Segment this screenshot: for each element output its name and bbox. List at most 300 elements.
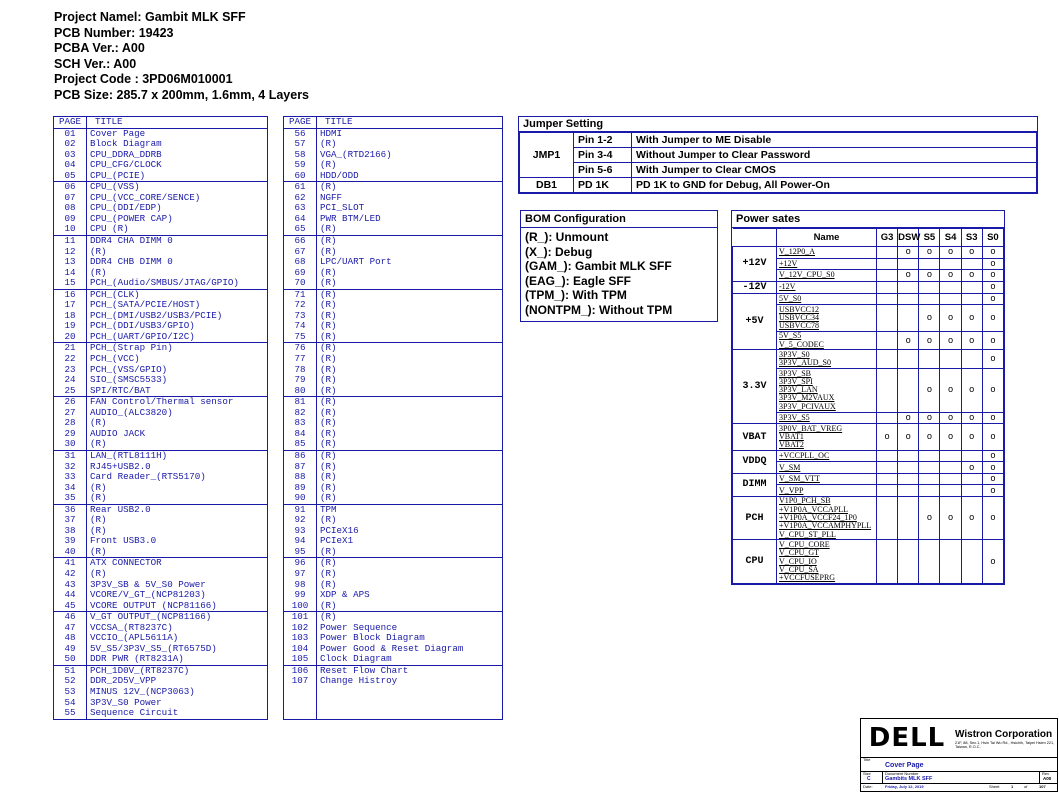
- index-row: [54, 203, 268, 214]
- index-page-number: 31: [54, 450, 87, 461]
- index-page-title: SIO_(SMSC5533): [90, 375, 168, 386]
- index-page-title: Card Reader_(RTS5170): [90, 472, 206, 483]
- page-index-table-left: [53, 116, 268, 720]
- index-row: [284, 547, 503, 558]
- power-signal-name: 3P3V_SB: [779, 368, 812, 378]
- index-page-number: 30: [54, 439, 87, 450]
- power-state-mark: [877, 496, 898, 540]
- company-name: Wistron Corporation: [955, 729, 1053, 740]
- index-row: [54, 708, 268, 719]
- pcb-size: PCB Size: 285.7 x 200mm, 1.6mm, 4 Layers: [54, 87, 310, 102]
- group-header-spacer: [733, 229, 777, 247]
- index-page-title: VCCSA_(RT8237C): [90, 622, 173, 633]
- power-signal-name: 3P3V_S5: [779, 412, 810, 422]
- power-state-mark: [919, 450, 940, 462]
- index-page-number: 29: [54, 429, 87, 440]
- index-page-title: (R): [317, 182, 503, 193]
- index-row: [54, 450, 268, 461]
- jumper-name: DB1: [520, 178, 574, 193]
- page-column-header: PAGE: [284, 117, 317, 129]
- index-page-number: 103: [284, 633, 317, 644]
- power-state-mark: [877, 473, 898, 485]
- index-page-number: 88: [284, 472, 317, 483]
- index-page-number: 67: [284, 247, 317, 258]
- power-state-mark: o: [982, 281, 1003, 293]
- index-row: [284, 450, 503, 461]
- power-state-mark: o: [982, 247, 1003, 259]
- power-state-mark: o: [961, 462, 982, 474]
- index-page-number: 65: [284, 224, 317, 235]
- index-page-number: 44: [54, 590, 87, 601]
- index-row: [54, 418, 268, 429]
- index-row: [54, 687, 268, 698]
- index-row: [54, 665, 268, 676]
- index-page-title: (R): [320, 139, 337, 150]
- power-signal-name: V_CPU_SA: [779, 564, 819, 574]
- index-row: [54, 654, 268, 665]
- power-state-mark: o: [961, 305, 982, 332]
- index-row: [54, 160, 268, 171]
- index-page-number: 60: [284, 171, 317, 182]
- index-page-number: 57: [284, 139, 317, 150]
- power-signal-name: -12V: [779, 281, 796, 291]
- power-state-mark: o: [898, 412, 919, 424]
- index-page-title: Power Block Diagram: [320, 633, 425, 644]
- power-signal-name: V_SM: [779, 462, 801, 472]
- power-state-mark: [961, 473, 982, 485]
- index-page-number: 106: [284, 665, 317, 676]
- power-signal-name: V_SM_VTT: [779, 474, 820, 484]
- index-page-number: 15: [54, 278, 87, 289]
- index-page-number: 93: [284, 526, 317, 537]
- power-signal-name: 5V_S5: [779, 331, 802, 341]
- index-row: [54, 247, 268, 258]
- power-state-mark: [919, 293, 940, 305]
- power-state-mark: [940, 450, 961, 462]
- index-row: [54, 515, 268, 526]
- index-row: [284, 612, 503, 623]
- jumper-setting-title: Jumper Setting: [519, 117, 1037, 132]
- index-page-title: DDR4 CHB DIMM 0: [90, 257, 173, 268]
- index-page-title: Block Diagram: [90, 139, 162, 150]
- index-row: [284, 365, 503, 376]
- power-state-mark: [877, 281, 898, 293]
- power-state-mark: o: [982, 496, 1003, 540]
- index-page-number: 69: [284, 268, 317, 279]
- jumper-desc: With Jumper to Clear CMOS: [632, 163, 1037, 178]
- index-page-number: 08: [54, 203, 87, 214]
- index-row: [284, 698, 503, 709]
- power-state-mark: o: [898, 331, 919, 350]
- index-page-number: 56: [284, 128, 317, 139]
- power-signal-name: +V1P0A_VCCAMPHYPLL: [779, 521, 872, 531]
- power-group-label: 3.3V: [733, 350, 777, 424]
- power-state-mark: o: [919, 247, 940, 259]
- index-page-title: (R): [320, 515, 337, 526]
- power-state-mark: [877, 485, 898, 497]
- title-column-header: TITLE: [87, 117, 268, 129]
- dell-logo: DELL: [868, 723, 946, 753]
- index-page-title: (R): [317, 612, 503, 623]
- power-states-box: [731, 210, 1005, 585]
- index-row: [54, 332, 268, 343]
- index-page-title: (R): [317, 450, 503, 461]
- index-row: [284, 247, 503, 258]
- index-row: [284, 687, 503, 698]
- index-row: [284, 193, 503, 204]
- index-page-title: (R): [320, 461, 337, 472]
- power-state-mark: o: [940, 412, 961, 424]
- index-page-number: 76: [284, 343, 317, 354]
- index-page-number: 75: [284, 332, 317, 343]
- index-page-number: 17: [54, 300, 87, 311]
- index-page-number: 62: [284, 193, 317, 204]
- index-row: [284, 160, 503, 171]
- power-signal-names: [777, 462, 877, 474]
- index-row: [54, 623, 268, 634]
- index-page-title: (R): [320, 407, 337, 418]
- power-state-mark: o: [961, 247, 982, 259]
- index-page-number: 105: [284, 654, 317, 665]
- index-page-title: (R): [320, 482, 337, 493]
- power-signal-names: [777, 247, 877, 259]
- index-page-number: 47: [54, 623, 87, 634]
- power-state-mark: [898, 258, 919, 270]
- index-page-number: 20: [54, 332, 87, 343]
- power-state-mark: o: [982, 331, 1003, 350]
- index-page-number: 48: [54, 633, 87, 644]
- bom-item: (GAM_): Gambit MLK SFF: [525, 259, 672, 273]
- index-row: [54, 354, 268, 365]
- index-row: [284, 268, 503, 279]
- power-state-mark: o: [940, 331, 961, 350]
- power-signal-names: [777, 473, 877, 485]
- jumper-pin: Pin 1-2: [574, 133, 632, 148]
- index-page-title: PCI_SLOT: [320, 203, 365, 214]
- name-column-header: Name: [777, 229, 877, 247]
- power-state-mark: [940, 293, 961, 305]
- power-state-mark: o: [877, 424, 898, 451]
- power-state-mark: [919, 473, 940, 485]
- power-group-label: CPU: [733, 540, 777, 584]
- index-page-title: CPU_CFG/CLOCK: [90, 160, 162, 171]
- index-page-title: PCH_(VCC): [90, 354, 140, 365]
- power-state-mark: o: [940, 247, 961, 259]
- index-page-number: 85: [284, 439, 317, 450]
- index-page-title: (R): [320, 568, 337, 579]
- power-state-mark: [877, 331, 898, 350]
- index-page-title: (R): [320, 546, 337, 557]
- index-row: [54, 493, 268, 504]
- index-page-title: VCCIO_(APL5611A): [90, 633, 179, 644]
- power-state-mark: o: [940, 496, 961, 540]
- power-state-mark: o: [919, 496, 940, 540]
- power-state-mark: o: [982, 462, 1003, 474]
- power-state-mark: [919, 258, 940, 270]
- page-column-header: PAGE: [54, 117, 87, 129]
- index-row: [54, 558, 268, 569]
- power-rail-row: [733, 247, 1004, 259]
- index-page-title: [317, 698, 503, 709]
- index-page-title: LPC/UART Port: [320, 257, 392, 268]
- index-page-title: (R): [90, 418, 107, 429]
- index-row: [284, 397, 503, 408]
- index-page-title: (R): [320, 321, 337, 332]
- power-state-mark: [898, 496, 919, 540]
- index-page-title: (R): [320, 428, 337, 439]
- index-page-title: DDR4 CHA DIMM 0: [87, 236, 268, 247]
- power-group-label: PCH: [733, 496, 777, 540]
- index-page-number: 52: [54, 676, 87, 687]
- index-page-number: 06: [54, 182, 87, 193]
- power-signal-name: VBAT1: [779, 431, 804, 441]
- index-row: [284, 569, 503, 580]
- index-page-number: 04: [54, 160, 87, 171]
- index-page-title: PWR BTM/LED: [320, 213, 381, 224]
- power-rail-row: [733, 293, 1004, 305]
- index-page-number: 09: [54, 214, 87, 225]
- power-state-mark: [898, 540, 919, 584]
- power-state-mark: [961, 258, 982, 270]
- power-state-mark: o: [940, 369, 961, 413]
- index-page-number: [284, 708, 317, 719]
- index-row: [284, 386, 503, 397]
- index-page-title: (R): [90, 525, 107, 536]
- index-page-number: 23: [54, 365, 87, 376]
- power-rail-row: [733, 473, 1004, 485]
- index-page-number: 16: [54, 289, 87, 300]
- index-row: [284, 418, 503, 429]
- power-state-mark: [877, 270, 898, 282]
- index-row: [284, 289, 503, 300]
- index-page-title: V_GT OUTPUT_(NCP81166): [87, 612, 268, 623]
- index-row: [284, 300, 503, 311]
- index-page-number: 28: [54, 418, 87, 429]
- power-signal-name: +V1P0A_VCCF24_1P0: [779, 513, 857, 523]
- index-page-number: 25: [54, 386, 87, 397]
- index-page-title: (R): [320, 385, 337, 396]
- state-column-header: DSW: [898, 229, 919, 247]
- power-state-mark: [940, 462, 961, 474]
- index-page-title: 5V_S5/3P3V_S5_(RT6575D): [90, 643, 217, 654]
- index-page-number: 73: [284, 311, 317, 322]
- index-page-number: 64: [284, 214, 317, 225]
- index-page-title: (R): [320, 354, 337, 365]
- power-state-mark: [898, 281, 919, 293]
- index-page-title: (R): [320, 600, 337, 611]
- index-row: [284, 311, 503, 322]
- power-state-mark: o: [898, 247, 919, 259]
- index-row: [284, 224, 503, 235]
- power-state-mark: o: [982, 369, 1003, 413]
- power-state-mark: o: [961, 412, 982, 424]
- index-page-number: 66: [284, 236, 317, 247]
- index-page-number: 35: [54, 493, 87, 504]
- bom-configuration-title: BOM Configuration: [521, 211, 717, 228]
- power-state-mark: o: [919, 331, 940, 350]
- index-page-number: 11: [54, 236, 87, 247]
- index-page-number: 19: [54, 321, 87, 332]
- index-page-number: 42: [54, 569, 87, 580]
- index-page-title: PCH_1D0V_(RT8237C): [87, 665, 268, 676]
- index-page-title: (R): [90, 515, 107, 526]
- index-row: [284, 375, 503, 386]
- power-signal-name: USBVCC78: [779, 321, 820, 331]
- index-page-title: Clock Diagram: [320, 654, 392, 665]
- size-label: Size: [863, 771, 871, 776]
- index-page-title: (R): [317, 289, 503, 300]
- index-page-number: 37: [54, 515, 87, 526]
- index-page-title: (R): [317, 343, 503, 354]
- page-index-table-right: [283, 116, 503, 720]
- power-state-mark: o: [919, 305, 940, 332]
- index-page-title: Rear USB2.0: [87, 504, 268, 515]
- state-column-header: S3: [961, 229, 982, 247]
- index-row: [54, 171, 268, 182]
- jumper-pin: Pin 5-6: [574, 163, 632, 178]
- index-row: [284, 150, 503, 161]
- power-state-mark: [898, 473, 919, 485]
- index-row: [54, 268, 268, 279]
- bom-item: (R_): Unmount: [525, 230, 609, 244]
- index-page-number: 34: [54, 483, 87, 494]
- power-state-mark: [877, 305, 898, 332]
- index-row: [54, 408, 268, 419]
- index-row: [284, 515, 503, 526]
- title-label: Title: [863, 757, 871, 762]
- index-row: [54, 536, 268, 547]
- index-row: [54, 439, 268, 450]
- index-page-number: 107: [284, 676, 317, 687]
- power-state-mark: o: [940, 270, 961, 282]
- sheet-size: C: [867, 776, 871, 782]
- index-row: [284, 708, 503, 719]
- index-page-number: 22: [54, 354, 87, 365]
- power-signal-names: [777, 424, 877, 451]
- power-state-mark: [877, 247, 898, 259]
- power-state-mark: [877, 258, 898, 270]
- index-page-number: 41: [54, 558, 87, 569]
- index-page-number: 18: [54, 311, 87, 322]
- index-row: [54, 375, 268, 386]
- index-page-title: ATX CONNECTOR: [87, 558, 268, 569]
- index-page-number: 61: [284, 182, 317, 193]
- index-page-number: 50: [54, 654, 87, 665]
- index-row: [284, 182, 503, 193]
- index-page-title: (R): [320, 364, 337, 375]
- jumper-setting-box: [518, 116, 1038, 194]
- power-group-label: -12V: [733, 281, 777, 293]
- index-page-number: 82: [284, 408, 317, 419]
- power-signal-names: [777, 293, 877, 305]
- power-state-mark: o: [961, 424, 982, 451]
- pcb-number: PCB Number: 19423: [54, 25, 174, 40]
- index-page-title: Change Histroy: [320, 676, 398, 687]
- index-row: [284, 278, 503, 289]
- index-page-title: (R): [317, 397, 503, 408]
- index-row: [284, 580, 503, 591]
- index-page-number: 78: [284, 365, 317, 376]
- index-row: [54, 397, 268, 408]
- power-signal-name: V1P0_PCH_SB: [779, 496, 831, 506]
- index-row: [284, 623, 503, 634]
- index-page-number: 90: [284, 493, 317, 504]
- power-group-label: +12V: [733, 247, 777, 282]
- index-row: [54, 343, 268, 354]
- power-state-mark: o: [982, 258, 1003, 270]
- index-page-number: 26: [54, 397, 87, 408]
- power-signal-name: +V1P0A_VCCAPLL: [779, 504, 848, 514]
- index-row: [54, 139, 268, 150]
- index-row: [284, 321, 503, 332]
- index-page-number: 89: [284, 483, 317, 494]
- index-page-number: 45: [54, 601, 87, 612]
- power-state-mark: [877, 450, 898, 462]
- index-page-title: (R): [90, 546, 107, 557]
- index-page-title: Cover Page: [90, 128, 146, 139]
- index-page-title: AUDIO JACK: [90, 428, 146, 439]
- index-row: [54, 644, 268, 655]
- index-page-number: 96: [284, 558, 317, 569]
- index-page-title: HDMI: [320, 128, 343, 139]
- index-row: [54, 526, 268, 537]
- power-state-mark: [919, 281, 940, 293]
- power-state-mark: o: [919, 369, 940, 413]
- power-signal-name: USBVCC12: [779, 304, 820, 314]
- power-state-mark: [898, 369, 919, 413]
- document-number: Gambits MLK SFF: [885, 776, 933, 782]
- index-row: [54, 311, 268, 322]
- rev-label: Rev: [1042, 771, 1050, 776]
- index-page-number: 97: [284, 569, 317, 580]
- power-group-label: DIMM: [733, 473, 777, 496]
- index-page-title: XDP & APS: [320, 590, 370, 601]
- index-page-number: 87: [284, 462, 317, 473]
- index-page-number: 33: [54, 472, 87, 483]
- power-state-mark: o: [940, 424, 961, 451]
- index-page-number: 100: [284, 601, 317, 612]
- index-row: [284, 354, 503, 365]
- index-row: [284, 139, 503, 150]
- index-page-number: 98: [284, 580, 317, 591]
- index-page-title: FAN Control/Thermal sensor: [87, 397, 268, 408]
- index-page-title: Front USB3.0: [90, 536, 157, 547]
- sch-version: SCH Ver.: A00: [54, 56, 137, 71]
- index-page-number: 14: [54, 268, 87, 279]
- index-page-number: 07: [54, 193, 87, 204]
- power-rail-row: [733, 350, 1004, 369]
- power-signal-names: [777, 412, 877, 424]
- index-page-title: (R): [320, 310, 337, 321]
- power-state-mark: [940, 473, 961, 485]
- index-row: [54, 289, 268, 300]
- index-page-title: HDD/ODD: [320, 170, 359, 181]
- state-column-header: S0: [982, 229, 1003, 247]
- power-signal-name: V_5_CODEC: [779, 339, 824, 349]
- pcba-version: PCBA Ver.: A00: [54, 41, 145, 56]
- power-state-mark: o: [982, 485, 1003, 497]
- power-group-label: +5V: [733, 293, 777, 350]
- index-page-title: Reset Flow Chart: [317, 665, 503, 676]
- index-page-title: (R): [320, 418, 337, 429]
- index-page-number: 24: [54, 375, 87, 386]
- index-row: [54, 278, 268, 289]
- power-states-title: Power sates: [732, 211, 1004, 228]
- power-signal-name: V_CPU_CORE: [779, 539, 830, 549]
- index-page-title: PCH_(Strap Pin): [87, 343, 268, 354]
- index-page-number: 84: [284, 429, 317, 440]
- power-state-mark: o: [919, 270, 940, 282]
